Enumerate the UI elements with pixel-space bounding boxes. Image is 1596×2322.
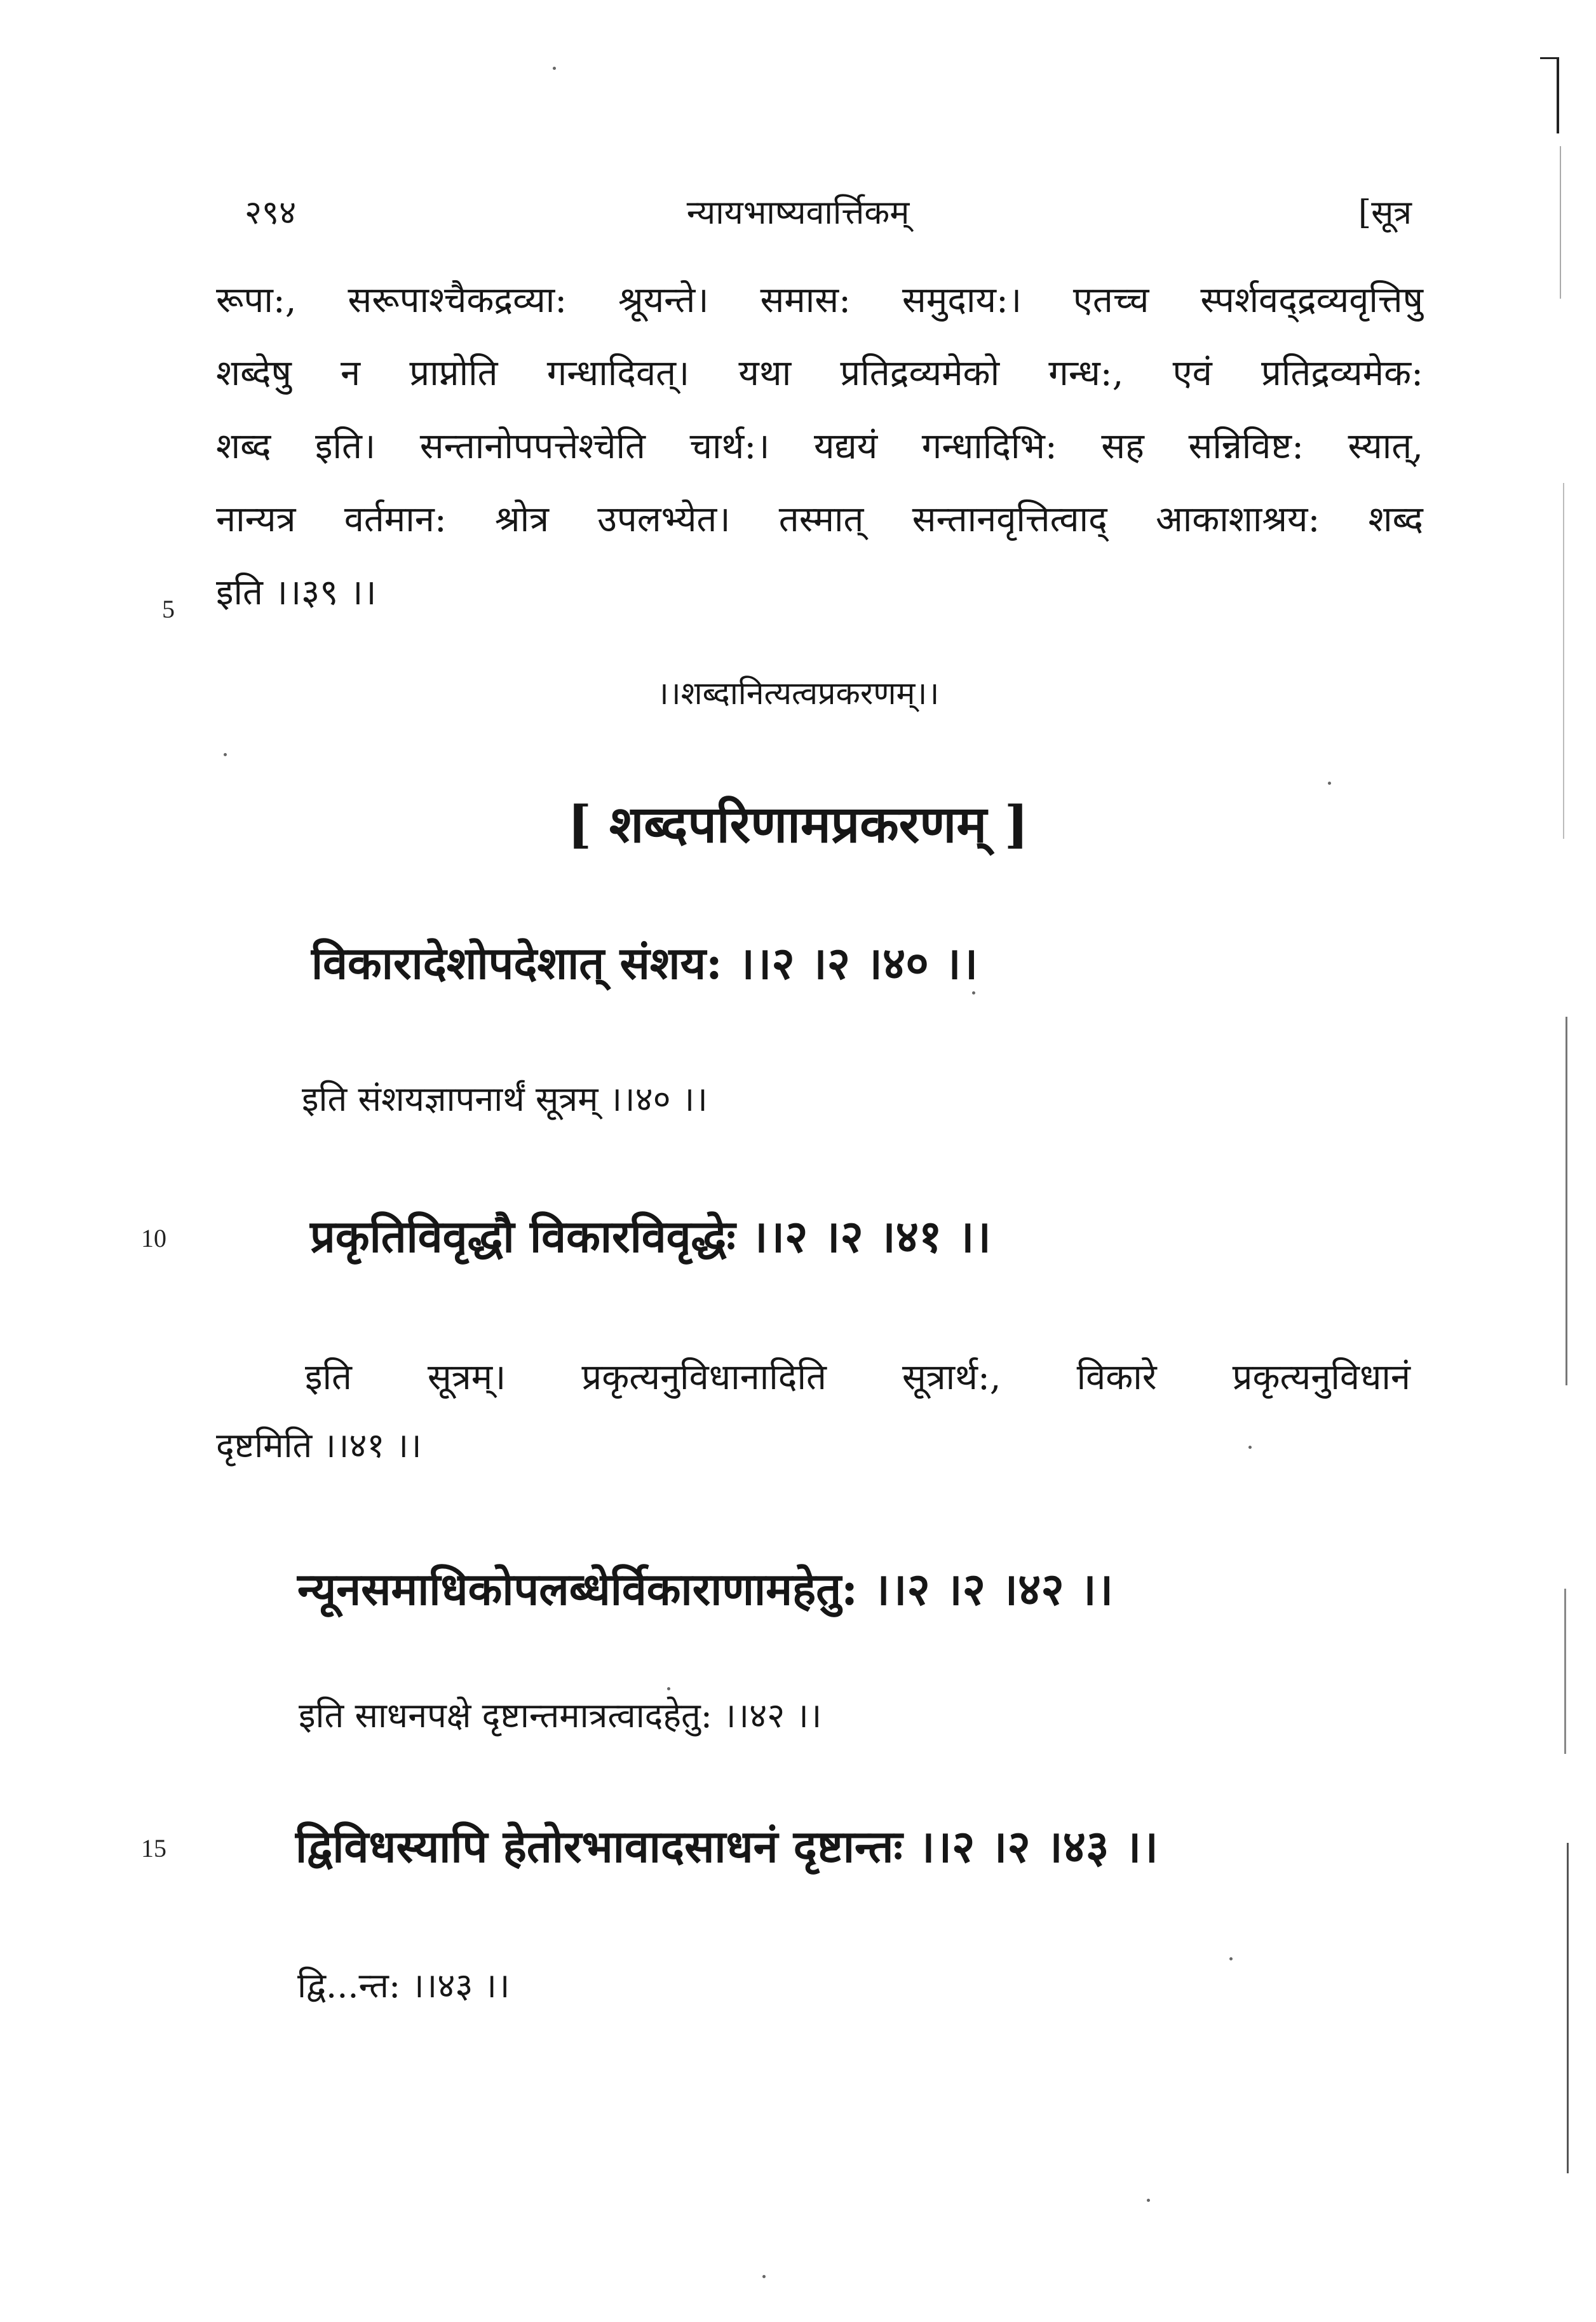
prose-line-3: शब्द इति। सन्तानोपपत्तेश्चेति चार्थ:। यद्ययं गन्धादिभि: सह सन्निविष्ट: स्यात्, — [216, 426, 1423, 467]
line-number-5: 5 — [162, 595, 175, 623]
sutra-43: द्विविधस्यापि हेतोरभावादसाधनं दृष्टान्तः ।।२ ।२ ।४३ ।। — [295, 1820, 1158, 1873]
scan-edge-mark — [1563, 483, 1564, 839]
scan-speck — [1328, 782, 1331, 785]
commentary-42: इति साधनपक्षे दृष्टान्तमात्रत्वादहेतु: ।।४२ ।। — [299, 1695, 822, 1735]
scan-speck — [553, 67, 556, 70]
scan-speck — [224, 753, 227, 756]
commentary-40: इति संशयज्ञापनार्थं सूत्रम् ।।४० ।। — [302, 1079, 708, 1119]
prose-line-1: रूपा:, सरूपाश्चैकद्रव्या: श्रूयन्ते। समास: समुदाय:। एतच्च स्पर्शवद्द्रव्यवृत्तिषु — [216, 280, 1423, 321]
scan-edge-mark — [1566, 1017, 1567, 1385]
scan-speck — [1248, 1446, 1252, 1449]
prose-line-5: इति ।।३९ ।। — [216, 572, 377, 613]
line-number-10: 10 — [141, 1224, 166, 1253]
scan-edge-mark — [1567, 1843, 1569, 2173]
commentary-41-line-1: इति सूत्रम्। प्रकृत्यनुविधानादिति सूत्रार्थ:, विकारे प्रकृत्यनुविधानं — [305, 1357, 1410, 1398]
chapter-colophon: ।।शब्दानित्यत्वप्रकरणम्।। — [656, 675, 940, 712]
sutra-42: न्यूनसमाधिकोपलब्धेर्विकाराणामहेतु: ।।२ ।२ ।४२ ।। — [297, 1563, 1114, 1615]
scan-speck — [667, 1687, 670, 1690]
page-number: २९४ — [245, 194, 297, 232]
scan-speck — [1147, 2199, 1150, 2202]
commentary-41-line-2: दृष्टमिति ।।४१ ।। — [216, 1425, 422, 1465]
scan-edge-mark — [1557, 57, 1559, 133]
scan-speck — [1229, 1957, 1233, 1960]
scan-speck — [762, 2275, 766, 2278]
section-heading: [ शब्दपरिणामप्रकरणम् ] — [567, 794, 1029, 854]
commentary-43: द्वि...न्त: ।।४३ ।। — [297, 1966, 510, 2006]
scan-edge-mark — [1540, 57, 1559, 59]
scan-edge-mark — [1564, 1589, 1566, 1754]
line-number-15: 15 — [141, 1834, 166, 1863]
sutra-41: प्रकृतिविवृद्धौ विकारविवृद्धेः ।।२ ।२ ।४१ ।। — [310, 1210, 991, 1263]
running-title: न्यायभाष्यवार्त्तिकम् — [686, 194, 910, 232]
prose-line-4: नान्यत्र वर्तमान: श्रोत्र उपलभ्येत। तस्मात् सन्तानवृत्तित्वाद् आकाशाश्रय: शब्द — [216, 499, 1423, 540]
running-section: [सूत्र — [1358, 194, 1412, 232]
prose-line-2: शब्देषु न प्राप्नोति गन्धादिवत्। यथा प्रतिद्रव्यमेको गन्ध:, एवं प्रतिद्रव्यमेक: — [216, 353, 1423, 394]
scan-speck — [972, 991, 975, 995]
scan-edge-mark — [1560, 146, 1561, 299]
sutra-40: विकारादेशोपदेशात् संशय: ।।२ ।२ ।४० ।। — [311, 937, 978, 989]
